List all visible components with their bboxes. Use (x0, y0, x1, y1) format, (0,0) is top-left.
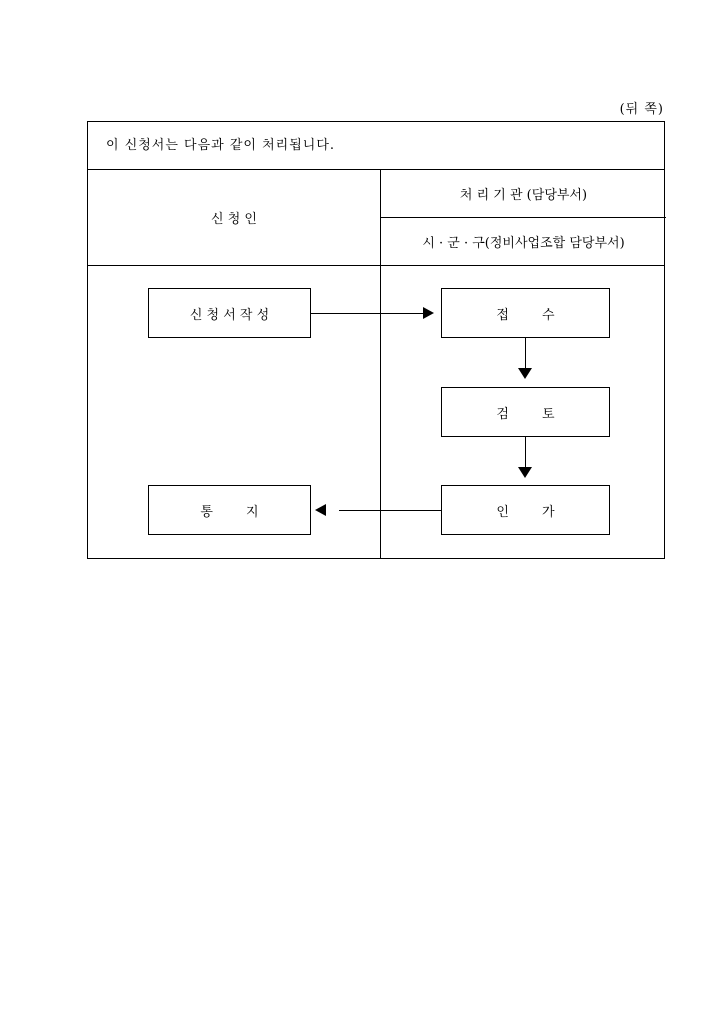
step-receive: 접 수 (441, 288, 610, 338)
step-approve: 인 가 (441, 485, 610, 535)
step-write-application: 신 청 서 작 성 (148, 288, 311, 338)
process-table (87, 121, 665, 559)
process-notice: 이 신청서는 다음과 같이 처리됩니다. (88, 122, 664, 170)
arrow-down-icon (518, 368, 532, 379)
connector-write-receive (311, 313, 423, 314)
step-notify: 통 지 (148, 485, 311, 535)
connector-receive-review (525, 338, 526, 368)
agency-header: 처 리 기 관 (담당부서) (459, 188, 588, 203)
connector-review-approve (525, 437, 526, 467)
page-label: (뒤 쪽) (619, 102, 664, 117)
applicant-header: 신 청 인 (211, 212, 257, 227)
connector-approve-notify (339, 510, 441, 511)
agency-detail-header: 시 · 군 · 구(정비사업조합 담당부서) (422, 236, 625, 251)
arrow-left-icon (315, 504, 326, 516)
arrow-right-icon (423, 307, 434, 319)
column-divider (380, 170, 381, 558)
arrow-down-icon (518, 467, 532, 478)
step-review: 검 토 (441, 387, 610, 437)
agency-header-divider (380, 217, 666, 218)
header-divider (88, 265, 664, 266)
